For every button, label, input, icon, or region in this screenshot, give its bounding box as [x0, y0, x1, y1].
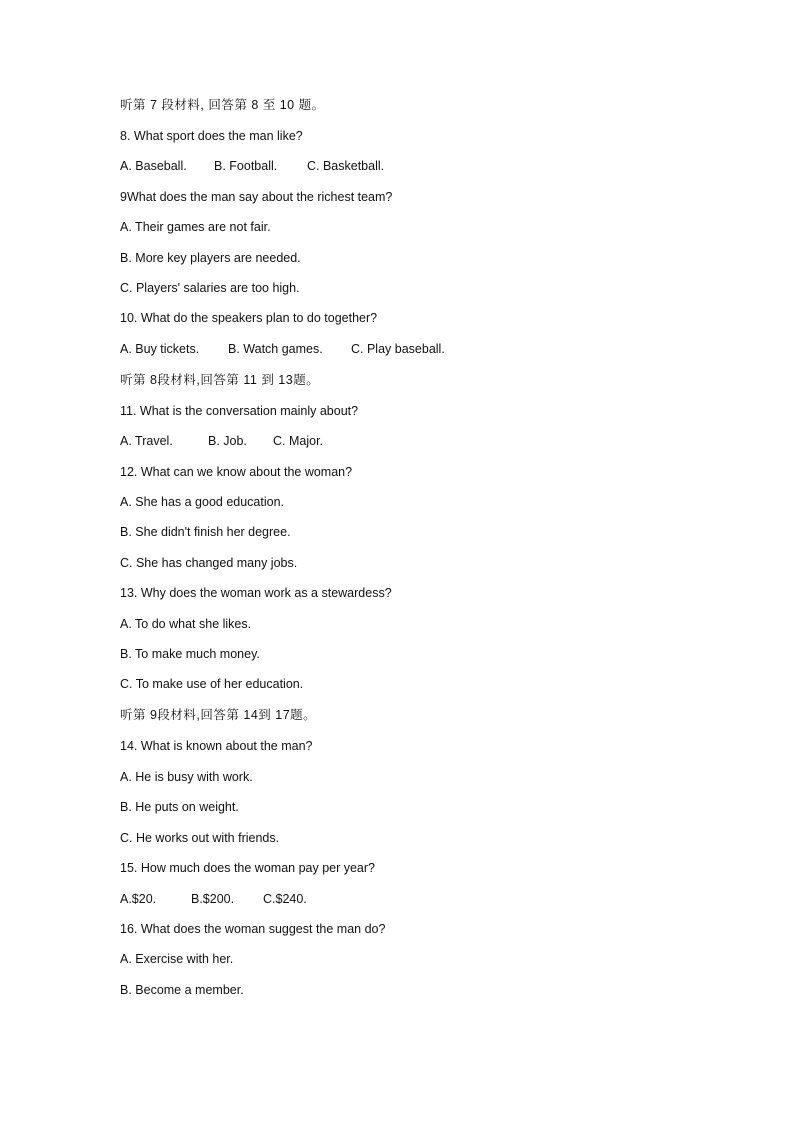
question-11-options [120, 433, 323, 449]
option-c: C. Players' salaries are too high. [120, 281, 300, 295]
option-c: C. She has changed many jobs. [120, 556, 298, 570]
option-b: B. Watch games. [228, 342, 323, 356]
question-15: 15. How much does the woman pay per year? [120, 861, 375, 875]
section-header: 听第 8段材料,回答第 11 到 13题。 [120, 373, 320, 387]
option-a: A. Travel. [120, 434, 173, 448]
option-a: A. Exercise with her. [120, 952, 234, 966]
option-b: B. Job. [208, 434, 247, 448]
option-c: C.$240. [263, 892, 307, 906]
section-header: 听第 9段材料,回答第 14到 17题。 [120, 708, 317, 722]
option-b: B. She didn't finish her degree. [120, 525, 291, 539]
option-b: B. To make much money. [120, 647, 260, 661]
question-9: 9What does the man say about the richest team? [120, 190, 393, 204]
option-a: A. He is busy with work. [120, 770, 253, 784]
option-c: C. Play baseball. [351, 342, 445, 356]
option-b: B. Become a member. [120, 983, 244, 997]
option-a: A. To do what she likes. [120, 617, 252, 631]
question-10: 10. What do the speakers plan to do together? [120, 311, 378, 325]
question-11: 11. What is the conversation mainly about? [120, 404, 359, 418]
option-a: A. Their games are not fair. [120, 220, 271, 234]
question-8-options [120, 158, 384, 174]
question-8: 8. What sport does the man like? [120, 129, 303, 143]
section-header: 听第 7 段材料, 回答第 8 至 10 题。 [120, 98, 325, 112]
option-a: A.$20. [120, 892, 157, 906]
question-16: 16. What does the woman suggest the man do? [120, 922, 386, 936]
option-b: B.$200. [191, 892, 235, 906]
option-c: C. To make use of her education. [120, 677, 304, 691]
question-15-options [120, 891, 307, 907]
option-a: A. Baseball. [120, 159, 187, 173]
option-b: B. He puts on weight. [120, 800, 239, 814]
option-c: C. He works out with friends. [120, 831, 280, 845]
question-12: 12. What can we know about the woman? [120, 465, 353, 479]
option-b: B. More key players are needed. [120, 251, 301, 265]
question-14: 14. What is known about the man? [120, 739, 313, 753]
question-13: 13. Why does the woman work as a stewardess? [120, 586, 392, 600]
question-10-options [120, 341, 445, 357]
option-a: A. She has a good education. [120, 495, 285, 509]
option-c: C. Basketball. [307, 159, 385, 173]
option-b: B. Football. [214, 159, 278, 173]
option-a: A. Buy tickets. [120, 342, 200, 356]
option-c: C. Major. [273, 434, 324, 448]
